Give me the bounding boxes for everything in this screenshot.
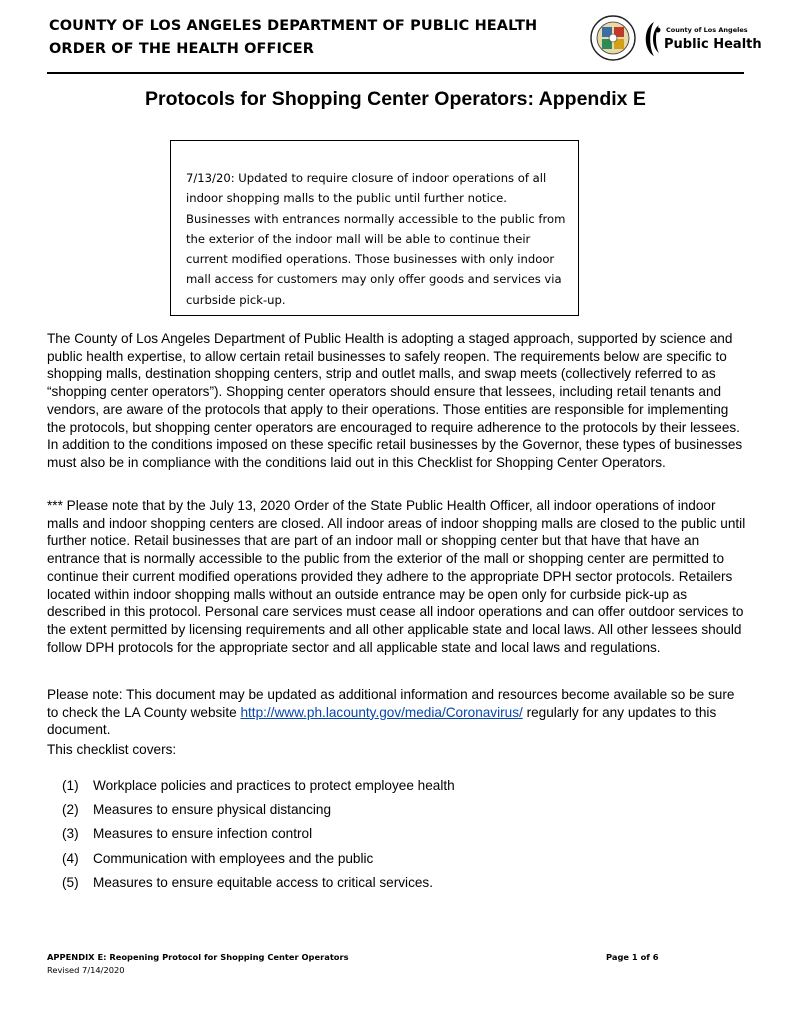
list-item-number: (3) — [62, 826, 79, 842]
header-order: ORDER OF THE HEALTH OFFICER — [49, 41, 315, 57]
header-divider — [47, 72, 744, 74]
coronavirus-website-link[interactable]: http://www.ph.lacounty.gov/media/Coronavirus/ — [240, 704, 523, 720]
list-item-text: Measures to ensure physical distancing — [93, 802, 332, 818]
footer-page-number: Page 1 of 6 — [606, 952, 659, 962]
update-notice-text: 7/13/20: Updated to require closure of indoor operations of all indoor shopping malls to the public until further notice. Businesses with entrances normally accessible to the public from the exterior of the indoor mall will be able to continue their current modified operations. Those businesses with only indoor mall access for customers may only offer goods and services via curbside pick-up. — [186, 171, 566, 307]
checklist-intro: This checklist covers: — [47, 742, 177, 757]
list-item-number: (5) — [62, 874, 79, 890]
list-item-text: Workplace policies and practices to protect employee health — [93, 778, 455, 793]
document-title: Protocols for Shopping Center Operators: Appendix E — [145, 88, 646, 110]
intro-paragraph: The County of Los Angeles Department of Public Health is adopting a staged approach, supported by science and public health expertise, to allow certain retail businesses to safely reopen. The requirements below are specific to shopping malls, destination shopping centers, strip and outlet malls, and swap meets (collectively referred to as “shopping center operators”). Shopping center operators should ensure that lessees, including retail tenants and vendors, are aware of the protocols that apply to their operations. Those entities are responsible for implementing the protocols, but shopping center operators are encouraged to require adherence to the protocols by their lessees. In addition to the conditions imposed on these specific retail businesses by the Governor, these types of businesses must also be in compliance with the conditions laid out in this Checklist for Shopping Center Operators. — [47, 331, 743, 470]
list-item-text: Measures to ensure equitable access to critical services. — [93, 874, 433, 890]
logo-county-text: County of Los Angeles — [666, 26, 748, 34]
update-note-text-end: regularly for any updates to this document. — [47, 704, 717, 738]
footer-document-name: APPENDIX E: Reopening Protocol for Shopping Center Operators — [47, 952, 349, 962]
list-item-number: (4) — [62, 850, 79, 866]
list-item — [62, 774, 455, 798]
list-item-text: Communication with employees and the public — [93, 850, 374, 866]
list-item — [62, 847, 455, 871]
footer-revised-date: Revised 7/14/2020 — [47, 965, 125, 975]
list-item-number: (1) — [62, 778, 79, 793]
list-item — [62, 871, 455, 895]
county-seal-icon — [590, 15, 636, 61]
list-item — [62, 822, 455, 846]
update-notice-box — [170, 140, 579, 316]
logo-public-health-text: Public Health — [664, 37, 762, 52]
list-item-text: Measures to ensure infection control — [93, 826, 313, 842]
list-item-number: (2) — [62, 802, 79, 818]
list-item — [62, 798, 455, 822]
update-note-text: Please note: This document may be updated as additional information and resources become available so be sure to check the LA County website — [47, 687, 735, 720]
state-order-paragraph: *** Please note that by the July 13, 2020 Order of the State Public Health Officer, all indoor operations of indoor malls and indoor shopping centers are closed. All indoor areas of indoor shopping malls are closed to the public until further notice. Retail businesses that are part of an indoor mall or shopping center but that have that have an entrance that is normally accessible to the public from the exterior of the mall or shopping center are permitted to continue their current modified operations provided they adhere to the appropriate DPH sector protocols. Retailers located within indoor shopping malls without an outside entrance may be open only for curbside pick-up as described in this protocol. Personal care services must cease all indoor operations and can offer outdoor services to the extent permitted by licensing requirements and all other applicable state and local laws. All other lessees should follow DPH protocols for the appropriate sector and all applicable state and local laws and regulations. — [47, 498, 746, 655]
update-note-paragraph — [47, 686, 747, 739]
public-health-logo-icon — [640, 19, 762, 59]
header-department: COUNTY OF LOS ANGELES DEPARTMENT OF PUBLIC HEALTH — [49, 18, 538, 34]
checklist-covers — [62, 774, 455, 895]
